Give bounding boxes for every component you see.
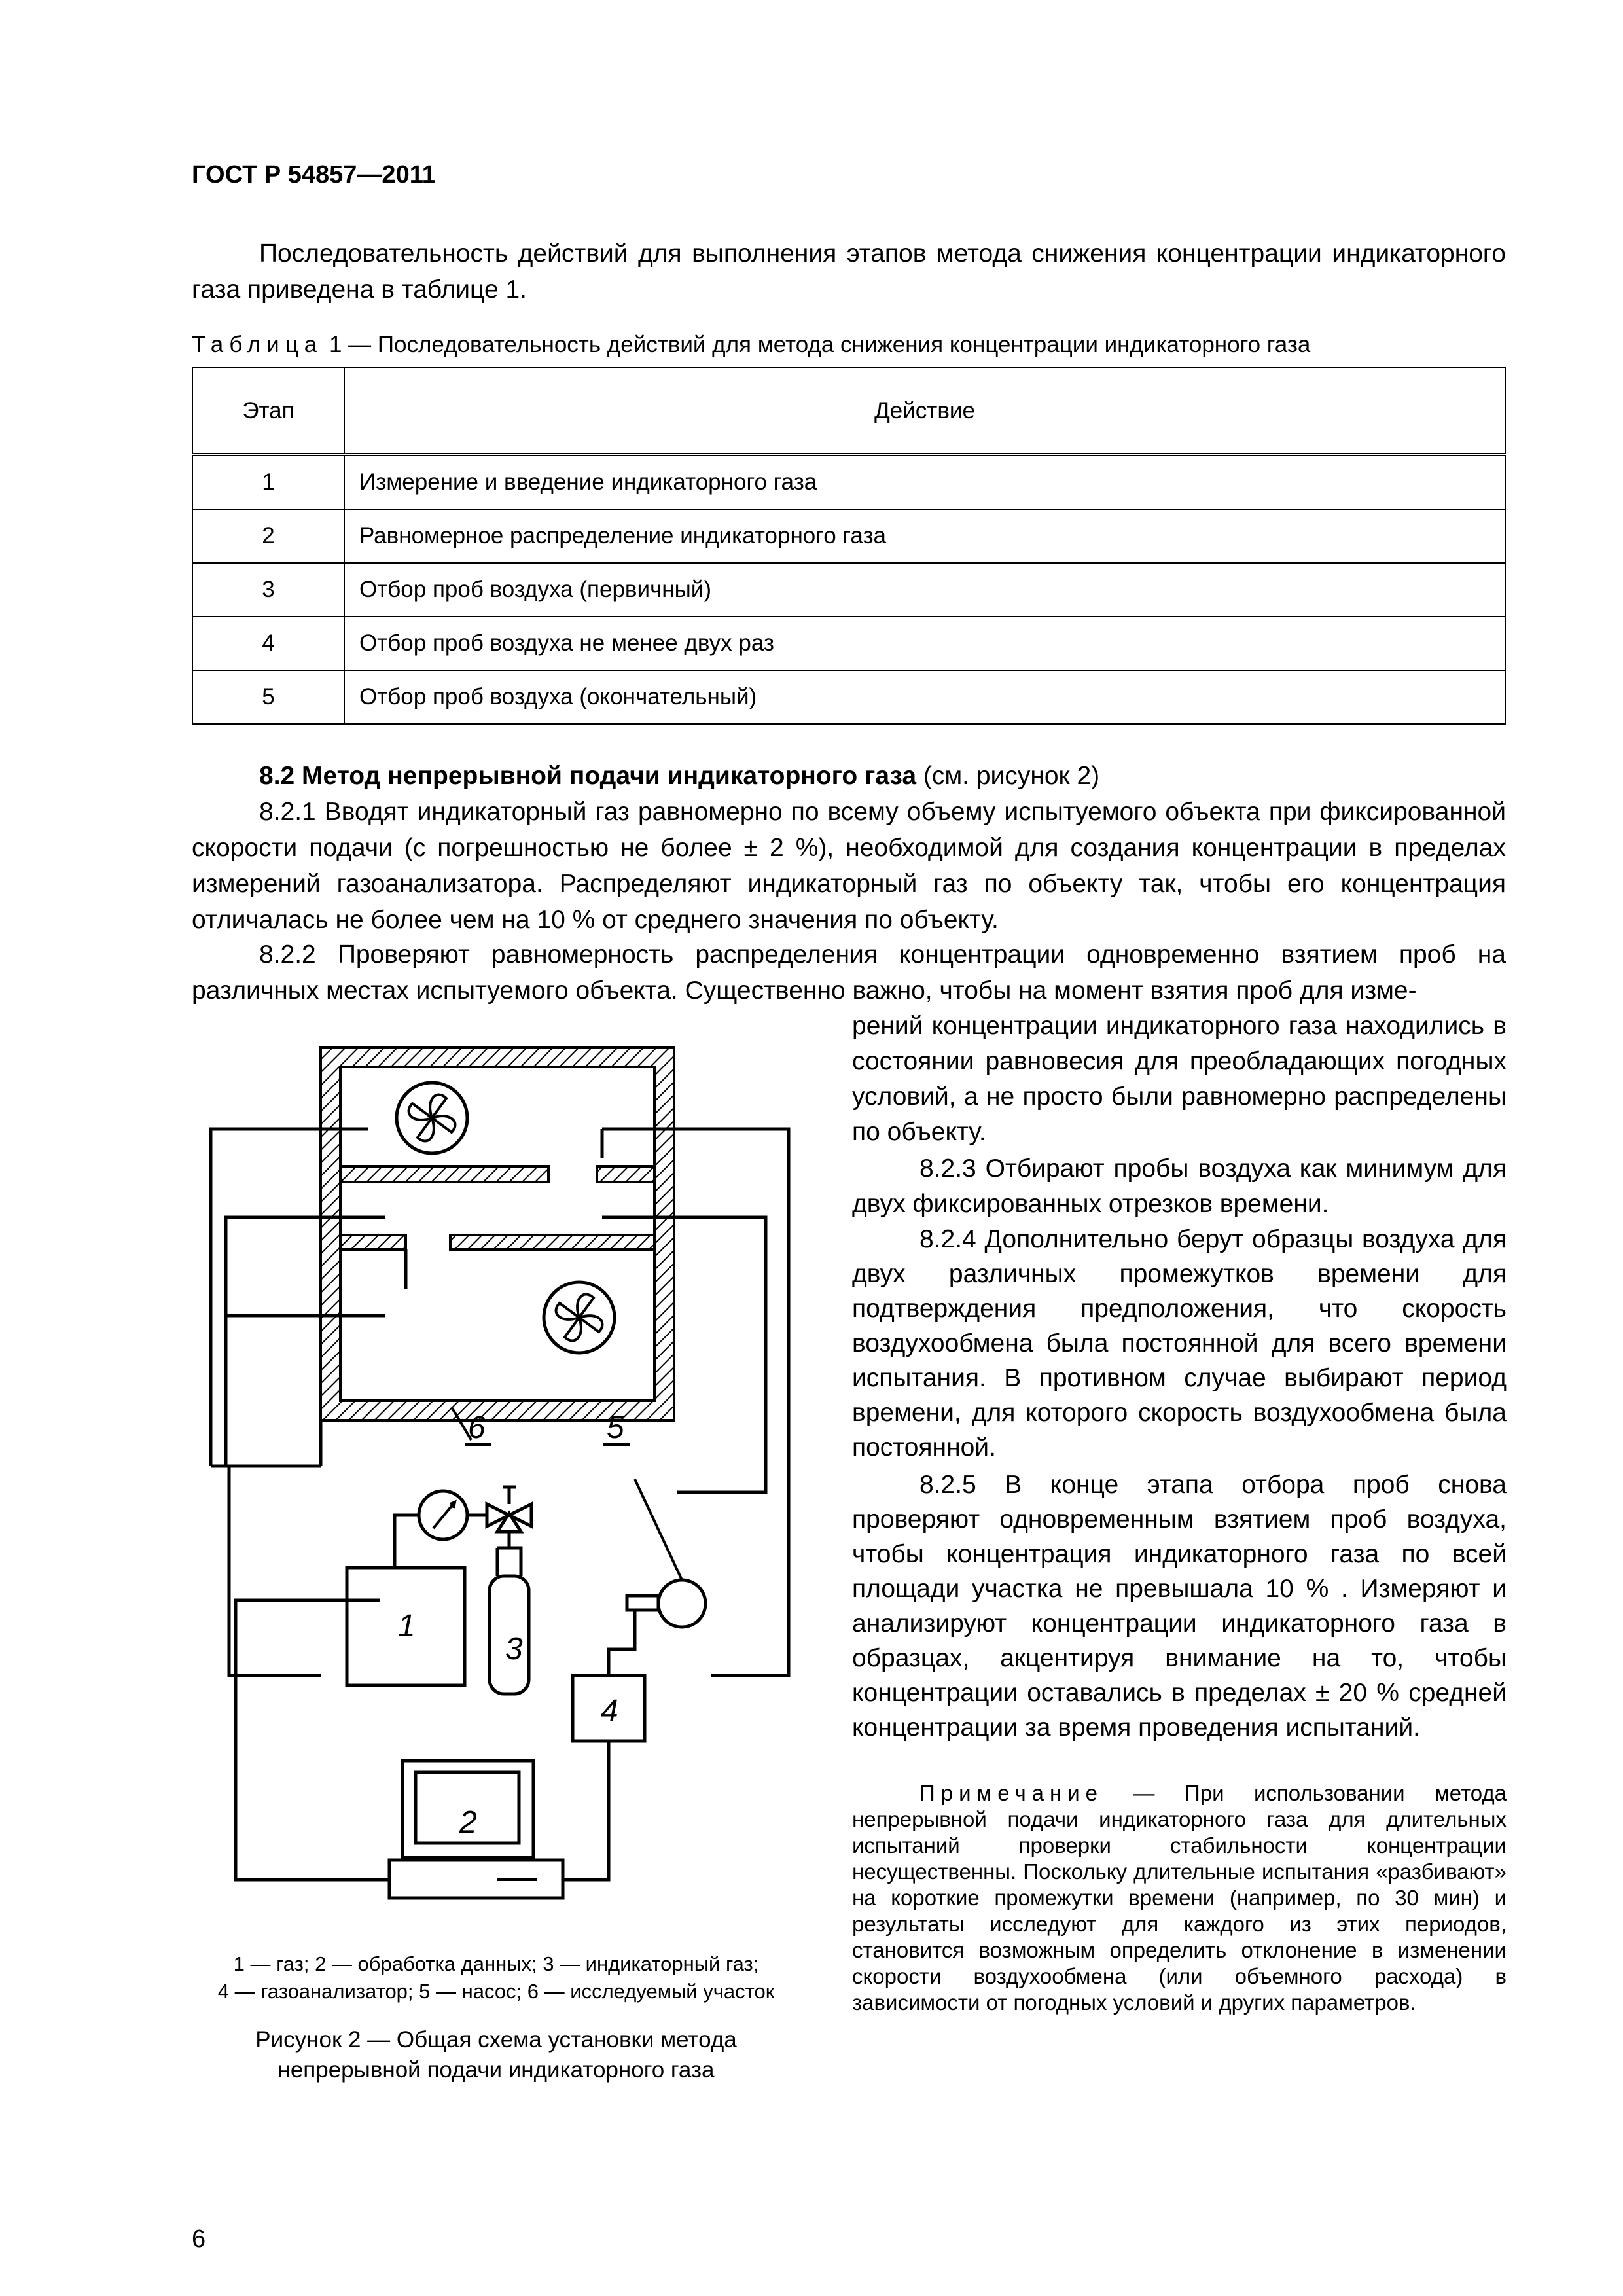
figure-legend-line: 4 — газоанализатор; 5 — насос; 6 — исследуемый участок xyxy=(217,1980,775,2003)
figure-label-6: 6 xyxy=(468,1410,486,1445)
pressure-gauge-icon xyxy=(419,1491,487,1539)
table-row xyxy=(192,455,1505,510)
stage-cell: 4 xyxy=(192,617,344,670)
table-caption-label: Таблица xyxy=(192,332,323,357)
fan-icon xyxy=(544,1282,615,1353)
figure-caption-line: непрерывной подачи индикаторного газа xyxy=(277,2057,715,2083)
figure-legend xyxy=(192,1950,800,2005)
action-cell: Равномерное распределение индикаторного газа xyxy=(344,509,1505,563)
stage-cell: 3 xyxy=(192,563,344,617)
figure-caption xyxy=(192,2025,800,2085)
valve-icon xyxy=(487,1487,531,1532)
analyzer-data-line xyxy=(563,1741,609,1880)
note-label: Примечание xyxy=(919,1781,1104,1805)
pump-icon xyxy=(627,1479,705,1627)
fan-icon xyxy=(397,1083,467,1153)
figure-caption-line: Рисунок 2 — Общая схема установки метода xyxy=(255,2027,737,2053)
stages-table xyxy=(192,367,1506,725)
figure-label-2: 2 xyxy=(459,1805,477,1840)
paragraph-8-2-2: 8.2.2 Проверяют равномерность распределения концентрации одновременно взятием проб на различных местах испытуемого объекта. Существенно важно, чтобы на момент взятия проб для изме- xyxy=(192,941,1506,1005)
figure-legend-line: 1 — газ; 2 — обработка данных; 3 — индикаторный газ; xyxy=(233,1952,759,1975)
section-heading-bold: 8.2 Метод непрерывной подачи индикаторного газа xyxy=(259,762,917,790)
figure-label-4: 4 xyxy=(601,1694,618,1729)
gas-cylinder-icon xyxy=(490,1532,529,1694)
analyzer-line xyxy=(609,1610,635,1676)
section-8-2-heading xyxy=(192,758,1506,794)
paragraph-8-2-2-continued: рений концентрации индикаторного газа находились в состоянии равновесия для преобладающих погодных условий, а не просто были равномерно распределены по объекту. xyxy=(852,1012,1507,1146)
column-header-stage: Этап xyxy=(192,368,344,455)
column-header-action: Действие xyxy=(344,368,1505,455)
action-cell: Отбор проб воздуха (первичный) xyxy=(344,563,1505,617)
paragraph-8-2-3: 8.2.3 Отбирают пробы воздуха как минимум для двух фиксированных отрезков времени. xyxy=(852,1155,1507,1218)
section-heading-ref: (см. рисунок 2) xyxy=(916,762,1100,790)
intro-paragraph: Последовательность действий для выполнения этапов метода снижения концентрации индикаторного газа приведена в таблице 1. xyxy=(192,240,1506,304)
paragraph-8-2-1: 8.2.1 Вводят индикаторный газ равномерно по всему объему испытуемого объекта при фиксированной скорости подачи (с погрешностью не более ± 2 %), необходимой для создания концентрации в пределах измерений газоанализатора. Распределяют индикаторный газ по объекту так, чтобы его концентрация отличалась не более чем на 10 % от среднего значения по объекту. xyxy=(192,798,1506,934)
document-code-header: ГОСТ Р 54857—2011 xyxy=(192,161,436,188)
installation-scheme-figure xyxy=(190,1021,818,1918)
paragraph-8-2-4: 8.2.4 Дополнительно берут образцы воздуха для двух различных промежутков времени для подтверждения предположения, что скорость воздухообмена была постоянной для всего времени испытания. В противном случае выбирают период времени, для которого скорость воздухообмена была постоянной. xyxy=(852,1225,1507,1462)
page-number: 6 xyxy=(192,2225,206,2253)
paragraph-8-2-5: 8.2.5 В конце этапа отбора проб снова проверяют одновременным взятием проб воздуха, чтобы концентрация индикаторного газа по всей площади участка не превышала 10 % . Измеряют и анализируют концентрации индикаторного газа в образцах, акцентируя внимание на то, чтобы концентрации оставались в пределах ± 20 % средней концентрации за время проведения испытаний. xyxy=(852,1471,1507,1742)
stage-cell: 2 xyxy=(192,509,344,563)
note-text: — При использовании метода непрерывной подачи индикаторного газа для длительных испытаний проверки стабильности концентрации несущественны. Поскольку длительные испытания «разбивают» на короткие промежутки времени (например, по 30 мин) и результаты исследуют для каждого из этих периодов, становится возможным определить отклонение в изменении скорости воздухообмена (или объемного расхода) в зависимости от погодных условий и других параметров. xyxy=(852,1781,1507,2015)
table-row xyxy=(192,563,1505,617)
figure-label-1: 1 xyxy=(398,1609,416,1643)
table-header-row xyxy=(192,368,1505,455)
stage-cell: 1 xyxy=(192,455,344,510)
connection-lines xyxy=(211,1420,789,1880)
action-cell: Измерение и введение индикаторного газа xyxy=(344,455,1505,510)
stage-cell: 5 xyxy=(192,670,344,724)
table-caption xyxy=(192,332,1310,358)
gas-line xyxy=(395,1515,419,1568)
table-row xyxy=(192,509,1505,563)
figure-label-5: 5 xyxy=(607,1410,624,1445)
inner-baffles xyxy=(340,1166,654,1249)
note-block xyxy=(852,1780,1507,2016)
action-cell: Отбор проб воздуха (окончательный) xyxy=(344,670,1505,724)
table-caption-text: 1 — Последовательность действий для метода снижения концентрации индикаторного газа xyxy=(329,332,1311,357)
figure-label-3: 3 xyxy=(505,1632,523,1666)
action-cell: Отбор проб воздуха не менее двух раз xyxy=(344,617,1505,670)
table-row xyxy=(192,617,1505,670)
table-row xyxy=(192,670,1505,724)
